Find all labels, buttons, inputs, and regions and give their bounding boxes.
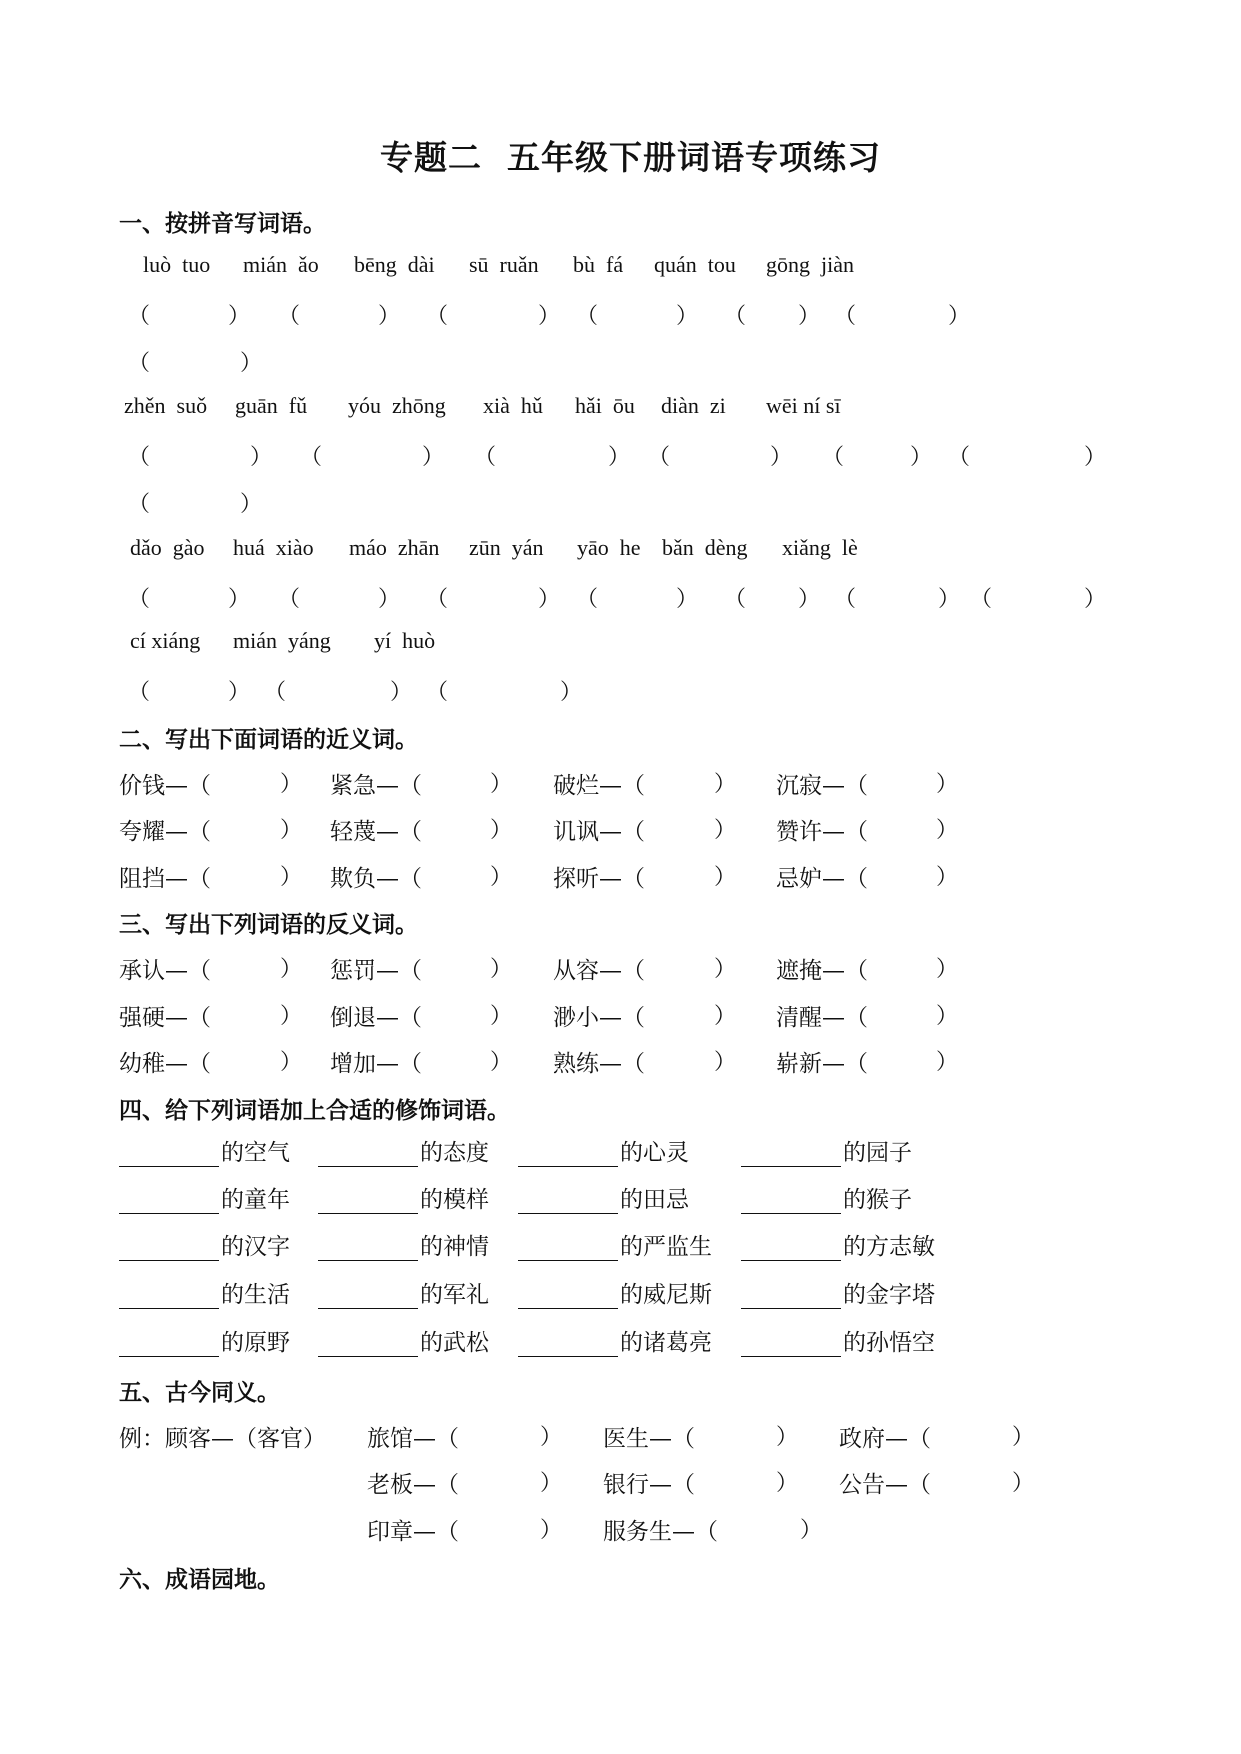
modern-word-item: 政府—（ <box>839 1426 931 1452</box>
answer-paren-close[interactable]: ） <box>676 304 699 329</box>
pinyin: hǎi ōu <box>575 393 635 418</box>
answer-paren-close[interactable]: ） <box>378 587 401 612</box>
pinyin: luò tuo <box>143 252 211 277</box>
modifier-item <box>518 1186 738 1214</box>
modifier-word: 的方志敏 <box>843 1234 935 1260</box>
answer-paren-close[interactable]: ） <box>936 1004 959 1029</box>
answer-paren-open[interactable]: （ <box>128 304 151 329</box>
answer-paren-close[interactable]: ） <box>228 304 251 329</box>
synonym-item: 忌妒—（ <box>776 866 868 892</box>
modifier-blank[interactable] <box>518 1166 618 1167</box>
section-4-heading: 四、给下列词语加上合适的修饰词语。 <box>119 1097 510 1124</box>
synonym-item: 探听—（ <box>553 866 645 892</box>
modifier-word: 的态度 <box>420 1140 489 1166</box>
modifier-word: 的园子 <box>843 1140 912 1166</box>
modifier-word: 的猴子 <box>843 1187 912 1213</box>
pinyin: zhěn suǒ <box>124 393 208 418</box>
modifier-blank[interactable] <box>119 1213 219 1214</box>
answer-paren-close[interactable]: ） <box>938 587 961 612</box>
modifier-item <box>119 1233 339 1261</box>
answer-paren-close[interactable]: ） <box>490 957 513 982</box>
answer-paren-open[interactable]: （ <box>128 492 151 517</box>
pinyin: yāo he <box>577 535 641 560</box>
answer-paren-close[interactable]: ） <box>714 1050 737 1075</box>
modifier-item <box>318 1233 538 1261</box>
answer-paren-close[interactable]: ） <box>540 1471 563 1496</box>
modifier-word: 的模样 <box>420 1187 489 1213</box>
modifier-blank[interactable] <box>119 1308 219 1309</box>
antonym-item: 渺小—（ <box>553 1005 645 1031</box>
pinyin: mián ǎo <box>243 252 319 277</box>
modifier-blank[interactable] <box>741 1356 841 1357</box>
answer-paren-close[interactable]: ） <box>798 587 821 612</box>
answer-paren-close[interactable]: ） <box>280 772 303 797</box>
modifier-word: 的军礼 <box>420 1282 489 1308</box>
answer-paren-close[interactable]: ） <box>798 304 821 329</box>
modifier-word: 的诸葛亮 <box>620 1330 712 1356</box>
modifier-blank[interactable] <box>518 1213 618 1214</box>
pinyin: guān fǔ <box>235 393 308 418</box>
answer-paren-close[interactable]: ） <box>560 680 583 705</box>
answer-paren-close[interactable]: ） <box>948 304 971 329</box>
modifier-item <box>518 1139 738 1167</box>
answer-paren-open[interactable]: （ <box>648 445 671 470</box>
section-6-heading: 六、成语园地。 <box>119 1566 280 1593</box>
answer-paren-close[interactable]: ） <box>714 772 737 797</box>
answer-paren-close[interactable]: ） <box>1084 445 1107 470</box>
answer-paren-open[interactable]: （ <box>834 304 857 329</box>
modifier-item <box>518 1329 738 1357</box>
answer-paren-close[interactable]: ） <box>228 587 251 612</box>
answer-paren-close[interactable]: ） <box>490 865 513 890</box>
answer-paren-close[interactable]: ） <box>608 445 631 470</box>
answer-paren-close[interactable]: ） <box>540 1425 563 1450</box>
modifier-word: 的金字塔 <box>843 1282 935 1308</box>
answer-paren-close[interactable]: ） <box>714 818 737 843</box>
modifier-blank[interactable] <box>119 1166 219 1167</box>
answer-paren-close[interactable]: ） <box>800 1518 823 1543</box>
modifier-item <box>119 1186 339 1214</box>
answer-paren-close[interactable]: ） <box>390 680 413 705</box>
modifier-blank[interactable] <box>318 1213 418 1214</box>
section-5-heading: 五、古今同义。 <box>119 1379 280 1406</box>
synonym-item: 轻蔑—（ <box>330 819 422 845</box>
modifier-item <box>318 1186 538 1214</box>
answer-paren-open[interactable]: （ <box>264 680 287 705</box>
synonym-item: 破烂—（ <box>553 773 645 799</box>
modern-word-item: 印章—（ <box>367 1519 459 1545</box>
answer-paren-open[interactable]: （ <box>426 680 449 705</box>
answer-paren-close[interactable]: ） <box>776 1471 799 1496</box>
modifier-item <box>119 1139 339 1167</box>
modifier-blank[interactable] <box>518 1308 618 1309</box>
answer-paren-open[interactable]: （ <box>128 445 151 470</box>
example-text: 例：顾客—（客官） <box>119 1426 326 1452</box>
answer-paren-close[interactable]: ） <box>1012 1471 1035 1496</box>
modern-word-item: 服务生—（ <box>603 1519 718 1545</box>
modifier-blank[interactable] <box>119 1356 219 1357</box>
answer-paren-close[interactable]: ） <box>280 865 303 890</box>
modifier-word: 的武松 <box>420 1330 489 1356</box>
modifier-blank[interactable] <box>518 1356 618 1357</box>
antonym-item: 熟练—（ <box>553 1051 645 1077</box>
answer-paren-close[interactable]: ） <box>776 1425 799 1450</box>
modifier-word: 的孙悟空 <box>843 1330 935 1356</box>
antonym-item: 倒退—（ <box>330 1005 422 1031</box>
modifier-item <box>119 1329 339 1357</box>
answer-paren-close[interactable]: ） <box>936 1050 959 1075</box>
synonym-item: 阻挡—（ <box>119 866 211 892</box>
answer-paren-open[interactable]: （ <box>970 587 993 612</box>
pinyin: máo zhān <box>349 535 440 560</box>
answer-paren-open[interactable]: （ <box>724 587 747 612</box>
answer-paren-close[interactable]: ） <box>250 445 273 470</box>
modifier-item <box>741 1233 961 1261</box>
pinyin: mián yáng <box>233 628 331 653</box>
answer-paren-open[interactable]: （ <box>834 587 857 612</box>
modifier-blank[interactable] <box>318 1166 418 1167</box>
answer-paren-close[interactable]: ） <box>540 1518 563 1543</box>
modern-word-item: 银行—（ <box>603 1472 695 1498</box>
answer-paren-close[interactable]: ） <box>1084 587 1107 612</box>
modifier-item <box>119 1281 339 1309</box>
antonym-item: 幼稚—（ <box>119 1051 211 1077</box>
modifier-blank[interactable] <box>318 1308 418 1309</box>
answer-paren-close[interactable]: ） <box>280 1050 303 1075</box>
modifier-word: 的严监生 <box>620 1234 712 1260</box>
section-1-heading: 一、按拼音写词语。 <box>119 210 326 237</box>
pinyin: bēng dài <box>354 252 435 277</box>
antonym-item: 清醒—（ <box>776 1005 868 1031</box>
page-title: 专题二 五年级下册词语专项练习 <box>380 138 881 177</box>
pinyin: cí xiáng <box>130 628 201 653</box>
antonym-item: 遮掩—（ <box>776 958 868 984</box>
pinyin: dǎo gào <box>130 535 205 560</box>
answer-paren-open[interactable]: （ <box>426 304 449 329</box>
answer-paren-open[interactable]: （ <box>576 587 599 612</box>
modifier-word: 的田忌 <box>620 1187 689 1213</box>
answer-paren-close[interactable]: ） <box>280 818 303 843</box>
answer-paren-close[interactable]: ） <box>228 680 251 705</box>
answer-paren-close[interactable]: ） <box>240 492 263 517</box>
answer-paren-close[interactable]: ） <box>280 1004 303 1029</box>
pinyin: yóu zhōng <box>348 393 446 418</box>
pinyin: xiǎng lè <box>782 535 858 560</box>
modifier-item <box>518 1233 738 1261</box>
antonym-item: 承认—（ <box>119 958 211 984</box>
modifier-item <box>318 1139 538 1167</box>
modifier-item <box>741 1329 961 1357</box>
modifier-item <box>741 1186 961 1214</box>
antonym-item: 惩罚—（ <box>330 958 422 984</box>
modifier-word: 的心灵 <box>620 1140 689 1166</box>
answer-paren-open[interactable]: （ <box>576 304 599 329</box>
modifier-blank[interactable] <box>741 1260 841 1261</box>
pinyin: gōng jiàn <box>766 252 854 277</box>
pinyin: sū ruǎn <box>469 252 539 277</box>
answer-paren-open[interactable]: （ <box>426 587 449 612</box>
answer-paren-close[interactable]: ） <box>490 1050 513 1075</box>
synonym-item: 赞许—（ <box>776 819 868 845</box>
answer-paren-close[interactable]: ） <box>714 957 737 982</box>
answer-paren-close[interactable]: ） <box>676 587 699 612</box>
modifier-blank[interactable] <box>518 1260 618 1261</box>
modifier-word: 的神情 <box>420 1234 489 1260</box>
answer-paren-close[interactable]: ） <box>280 957 303 982</box>
answer-paren-close[interactable]: ） <box>490 772 513 797</box>
answer-paren-open[interactable]: （ <box>278 304 301 329</box>
answer-paren-close[interactable]: ） <box>538 304 561 329</box>
antonym-item: 从容—（ <box>553 958 645 984</box>
answer-paren-close[interactable]: ） <box>490 818 513 843</box>
pinyin: zūn yán <box>469 535 544 560</box>
answer-paren-close[interactable]: ） <box>910 445 933 470</box>
pinyin: diàn zi <box>661 393 726 418</box>
modifier-item <box>741 1281 961 1309</box>
pinyin: quán tou <box>654 252 736 277</box>
antonym-item: 崭新—（ <box>776 1051 868 1077</box>
answer-paren-open[interactable]: （ <box>822 445 845 470</box>
answer-paren-close[interactable]: ） <box>936 957 959 982</box>
answer-paren-open[interactable]: （ <box>278 587 301 612</box>
modifier-item <box>318 1329 538 1357</box>
answer-paren-close[interactable]: ） <box>770 445 793 470</box>
synonym-item: 沉寂—（ <box>776 773 868 799</box>
synonym-item: 紧急—（ <box>330 773 422 799</box>
antonym-item: 增加—（ <box>330 1051 422 1077</box>
section-2-heading: 二、写出下面词语的近义词。 <box>119 726 418 753</box>
modifier-word: 的汉字 <box>221 1234 290 1260</box>
modifier-blank[interactable] <box>318 1356 418 1357</box>
answer-paren-close[interactable]: ） <box>1012 1425 1035 1450</box>
modern-word-item: 医生—（ <box>603 1426 695 1452</box>
pinyin: yí huò <box>374 628 436 653</box>
synonym-item: 讥讽—（ <box>553 819 645 845</box>
answer-paren-close[interactable]: ） <box>714 1004 737 1029</box>
modifier-word: 的威尼斯 <box>620 1282 712 1308</box>
answer-paren-open[interactable]: （ <box>948 445 971 470</box>
synonym-item: 价钱—（ <box>119 773 211 799</box>
answer-paren-close[interactable]: ） <box>538 587 561 612</box>
pinyin: xià hǔ <box>483 393 543 418</box>
pinyin: wēi ní sī <box>766 393 841 418</box>
synonym-item: 欺负—（ <box>330 866 422 892</box>
antonym-item: 强硬—（ <box>119 1005 211 1031</box>
answer-paren-close[interactable]: ） <box>378 304 401 329</box>
modifier-word: 的生活 <box>221 1282 290 1308</box>
modifier-word: 的童年 <box>221 1187 290 1213</box>
modifier-blank[interactable] <box>741 1166 841 1167</box>
answer-paren-close[interactable]: ） <box>240 351 263 376</box>
answer-paren-open[interactable]: （ <box>128 587 151 612</box>
answer-paren-open[interactable]: （ <box>300 445 323 470</box>
pinyin: bǎn dèng <box>662 535 748 560</box>
modifier-blank[interactable] <box>741 1213 841 1214</box>
modern-word-item: 公告—（ <box>839 1472 931 1498</box>
modifier-blank[interactable] <box>119 1260 219 1261</box>
modifier-blank[interactable] <box>318 1260 418 1261</box>
answer-paren-close[interactable]: ） <box>490 1004 513 1029</box>
pinyin: huá xiào <box>233 535 314 560</box>
pinyin: bù fá <box>573 252 624 277</box>
answer-paren-close[interactable]: ） <box>936 865 959 890</box>
answer-paren-open[interactable]: （ <box>128 351 151 376</box>
modern-word-item: 旅馆—（ <box>367 1426 459 1452</box>
modifier-item <box>318 1281 538 1309</box>
answer-paren-close[interactable]: ） <box>714 865 737 890</box>
synonym-item: 夸耀—（ <box>119 819 211 845</box>
answer-paren-close[interactable]: ） <box>936 818 959 843</box>
answer-paren-close[interactable]: ） <box>936 772 959 797</box>
section-3-heading: 三、写出下列词语的反义词。 <box>119 911 418 938</box>
modifier-word: 的空气 <box>221 1140 290 1166</box>
modifier-blank[interactable] <box>741 1308 841 1309</box>
answer-paren-open[interactable]: （ <box>474 445 497 470</box>
modifier-item <box>741 1139 961 1167</box>
modifier-item <box>518 1281 738 1309</box>
answer-paren-close[interactable]: ） <box>422 445 445 470</box>
answer-paren-open[interactable]: （ <box>128 680 151 705</box>
modifier-word: 的原野 <box>221 1330 290 1356</box>
modern-word-item: 老板—（ <box>367 1472 459 1498</box>
answer-paren-open[interactable]: （ <box>724 304 747 329</box>
